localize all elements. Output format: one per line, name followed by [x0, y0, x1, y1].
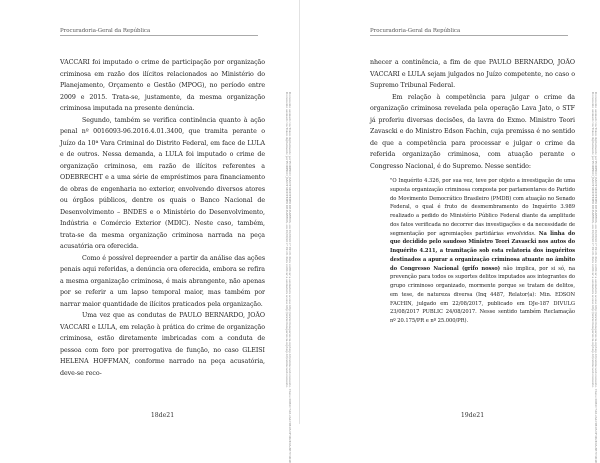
stamp-line: Documento assinado via Token digitalmente por RODRIGO JANOT MONTEIRO DE BARROS, em 05/09/2017 09:28. Para verificar a assinatura acesse http://www.transparencia.mpf.mp.br/validacaodocumento.	[284, 92, 289, 388]
quote-bold: Na linha do que decidido pelo saudoso Ministro Teori Zavascki nos autos do Inquérito 4.211, a tramitação sob esta relatoria dos inquéritos destinados a apurar a organização criminosa atuante no âmbito do Congresso Nacional (grifo nosso)	[390, 230, 575, 272]
paragraph: Segundo, também se verifica continência quanto à ação penal nº 0016093-96.2016.4.01.3400, que tramita perante o Juízo da 10ª Vara Criminal do Distrito Federal, em face de LULA e de outros. Nessa demanda, a LULA foi imputado o crime de organização criminosa, em razão de ilícitos referentes a ODEBRECHT e a uma série de empréstimos para financiamento de obras de engenharia no exterior, envolvendo diversos atores ou órgãos públicos, dentre os quais o Banco Nacional de Desenvolvimento – BNDES e o Ministério do Desenvolvimento, Indústria e Comércio Exterior (MDIC). Neste caso, também, trata-se da mesma organização criminosa narrada na peça acusatória ora oferecida.	[60, 116, 265, 250]
page-number: 18de21	[150, 412, 175, 419]
paragraph: VACCARI foi imputado o crime de participação por organização criminosa em razão dos ilícitos relacionados ao Ministério do Planejamento, Orçamento e Gestão (MPOG), no período entre 2009 e 2015. Trata-se, justamente, da mesma organização criminosa imputada na presente denúncia.	[60, 59, 265, 112]
block-quote	[390, 177, 575, 326]
page-body	[60, 57, 265, 379]
signature-stamp	[587, 92, 598, 463]
page-body	[370, 57, 575, 326]
stamp-line: Documento assinado via Token digitalmente por RODRIGO JANOT MONTEIRO DE BARROS, em 05/09/2017 09:28. Para verificar a assinatura acesse http://www.transparencia.mpf.mp.br/validacaodocumento.	[590, 92, 595, 388]
paragraph: Como é possível depreender a partir da análise das ações penais aqui referidas, a denúncia ora oferecida, embora se refira a mesma organização criminosa, é mais abrangente, não apenas por se referir a um lapso temporal maior, mas também por narrar maior quantidade de ilícitos praticados pela organização.	[60, 254, 265, 308]
page-19	[300, 0, 600, 463]
quote-italic: envolvidas	[506, 230, 535, 237]
page-header: Procuradoria-Geral da República	[60, 28, 258, 36]
paragraph: nhecer a continência, a fim de que PAULO BERNARDO, JOÃO VACCARI e LULA sejam julgados no Juízo competente, no caso o Supremo Tribunal Federal.	[370, 59, 575, 89]
quote-text: não implica, por si só, na prevenção para todos os suportes delitos imputados aos integrantes do grupo criminoso organizado, mormente porque se tratam de delitos, em tese, de natureza diversa (Inq 4487, Relator(a): Min. EDSON FACHIN, julgado em 22/08/2017, publicado em DJe-187 DIVULG 23/08/2017 PUBLIC 24/08/2017. Nesse sentido também Reclamação nº 20.175/PR e nº 25.000/PR).	[390, 265, 575, 324]
paragraph: Em relação à competência para julgar o crime da organização criminosa revelada pela operação Lava Jato, o STF já proferiu diversas decisões, da lavra do Exmo. Ministro Teori Zavascki e do Ministro Edson Fachin, cuja premissa é no sentido de que a competência para processar e julgar o crime da referida organização criminosa, com atuação perante o Congresso Nacional, é do Supremo. Nesse sentido:	[370, 93, 575, 170]
signature-stamp	[281, 92, 292, 463]
stamp-line: Documento assinado via Token digitalmente por RODRIGO JANOT MONTEIRO DE BARROS, em 05/09/2017 09:28. Para verificar a assinatura acesse http://www.transparencia.mpf.mp.br/validacaodocumento. Chave D0B1C7A8.2A4C9E1B.6F3D2E0A.8B7C5D4E	[594, 92, 598, 463]
quote-text: "O Inquérito 4.326, por sua vez, teve por objeto a investigação de uma suposta organização criminosa composta por parlamentares do Partido do Movimento Democrático Brasileiro (PMDB) com atuação no Senado Federal, o qual é fruto de desmembramento do Inquérito 3.989 realizado a pedido do Ministério Público Federal diante da amplitude dos fatos verificada no decorrer das investigações e da necessidade de segmentação por agremiações partidárias	[390, 178, 575, 237]
page-header: Procuradoria-Geral da República	[370, 28, 568, 36]
paragraph: Uma vez que as condutas de PAULO BERNARDO, JOÃO VACCARI e LULA, em relação à prática do crime de organização criminosa, estão diretamente imbricadas com a conduta de pessoa com foro por prerrogativa de função, no caso GLEISI HELENA HOFFMAN, conforme narrado na peça acusatória, deve-se reco-	[60, 312, 265, 377]
page-number: 19de21	[460, 412, 485, 419]
quote-text: .	[534, 230, 539, 237]
stamp-line: Documento assinado via Token digitalmente por RODRIGO JANOT MONTEIRO DE BARROS, em 05/09/2017 09:28. Para verificar a assinatura acesse http://www.transparencia.mpf.mp.br/validacaodocumento. Chave D0B1C7A8.2A4C9E1B.6F3D2E0A.8B7C5D4E	[288, 92, 292, 463]
